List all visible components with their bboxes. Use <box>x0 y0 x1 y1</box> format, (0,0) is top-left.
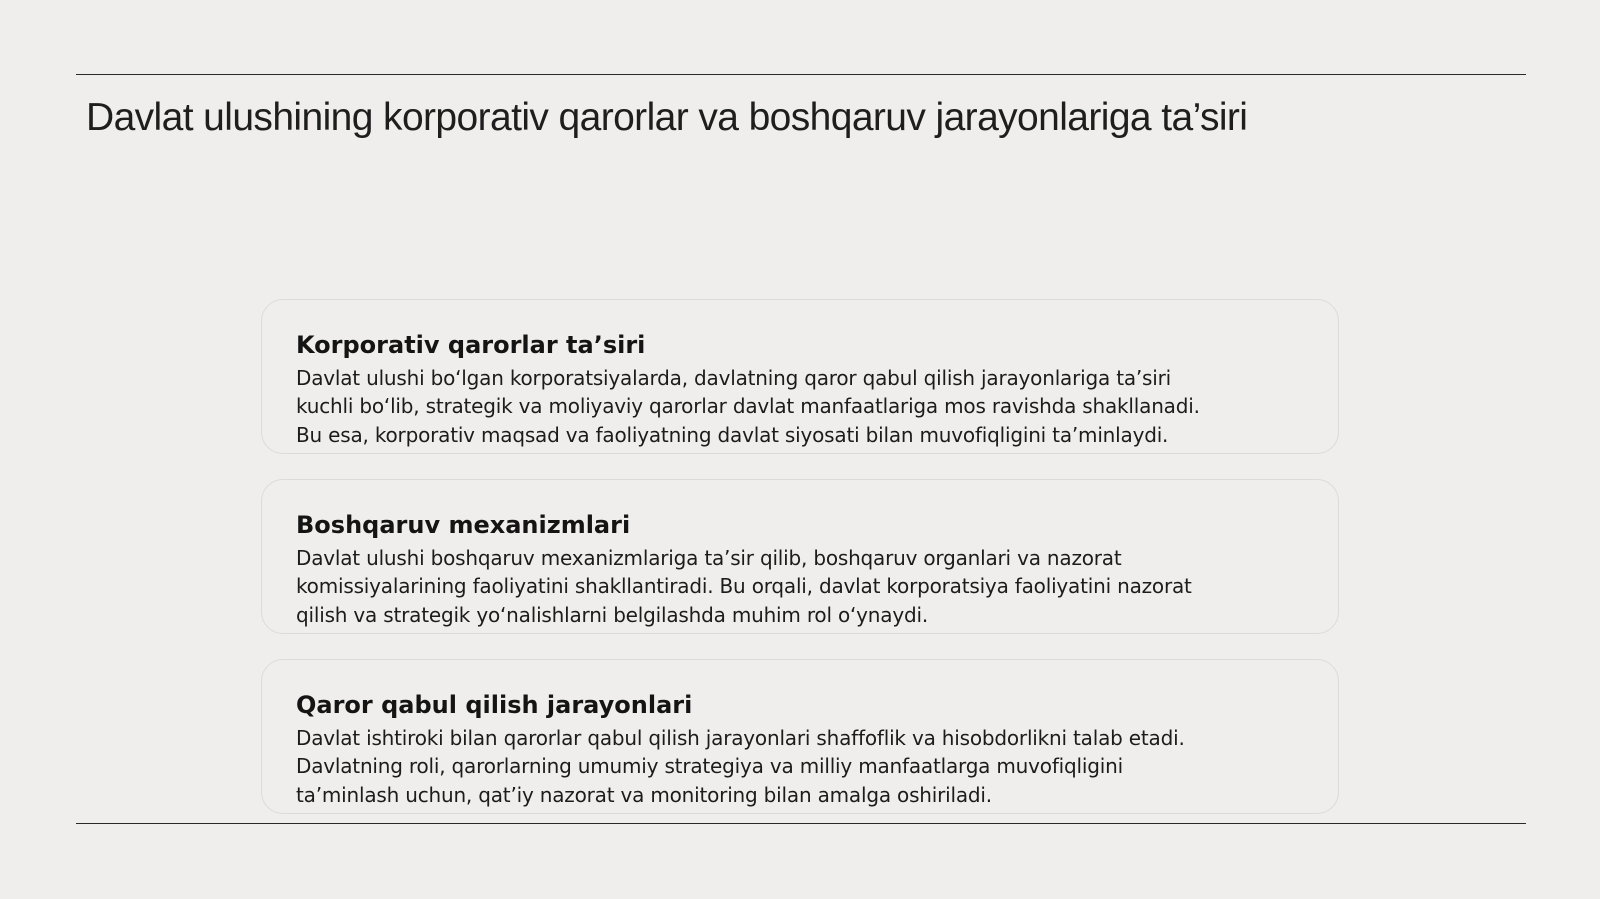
top-divider <box>76 74 1526 75</box>
card-body-line: komissiyalarining faoliyatini shakllantiradi. Bu orqali, davlat korporatsiya faoliyatini nazorat <box>296 574 1192 599</box>
card-body <box>296 364 1302 449</box>
card-body-line: ta’minlash uchun, qat’iy nazorat va monitoring bilan amalga oshiriladi. <box>296 782 992 807</box>
card-body-line: Davlatning roli, qarorlarning umumiy strategiya va milliy manfaatlarga muvofiqligini <box>296 754 1123 779</box>
card-heading: Qaror qabul qilish jarayonlari <box>296 691 693 719</box>
card-body-line: Davlat ishtiroki bilan qarorlar qabul qilish jarayonlari shaffoflik va hisobdorlikni talab etadi. <box>296 726 1185 750</box>
card-corporate-decisions <box>261 299 1339 454</box>
card-body-line: Bu esa, korporativ maqsad va faoliyatning davlat siyosati bilan muvofiqligini ta’minlaydi. <box>296 422 1169 447</box>
bottom-divider <box>76 823 1526 824</box>
page-title: Davlat ulushining korporativ qarorlar va boshqaruv jarayonlariga ta’siri <box>86 96 1248 139</box>
card-body <box>296 544 1302 629</box>
card-body <box>296 724 1302 809</box>
card-body-line: Davlat ulushi boshqaruv mexanizmlariga ta’sir qilib, boshqaruv organlari va nazorat <box>296 546 1122 570</box>
card-body-line: qilish va strategik yo‘nalishlarni belgilashda muhim rol o‘ynaydi. <box>296 602 928 627</box>
card-body-line: Davlat ulushi bo‘lgan korporatsiyalarda, davlatning qaror qabul qilish jarayonlariga ta’siri <box>296 366 1172 390</box>
card-heading: Korporativ qarorlar ta’siri <box>296 331 646 359</box>
card-body-line: kuchli bo‘lib, strategik va moliyaviy qarorlar davlat manfaatlariga mos ravishda shakllanadi. <box>296 394 1200 419</box>
card-heading: Boshqaruv mexanizmlari <box>296 511 631 539</box>
card-decision-making-processes <box>261 659 1339 814</box>
card-governance-mechanisms <box>261 479 1339 634</box>
